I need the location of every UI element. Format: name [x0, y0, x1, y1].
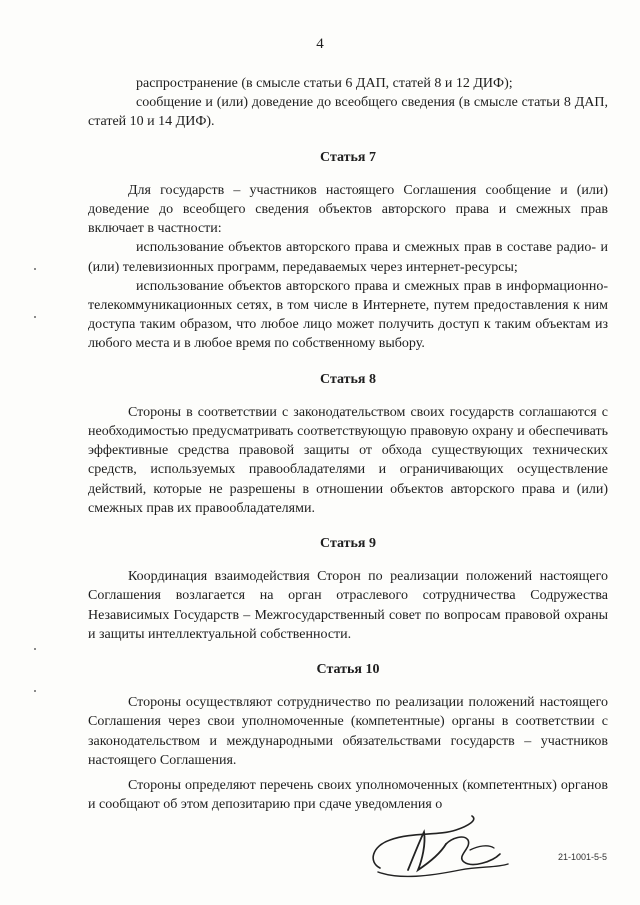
- page-number: 4: [316, 36, 324, 52]
- intro-line: распространение (в смысле статьи 6 ДАП, статей 8 и 12 ДИФ);: [136, 76, 513, 91]
- article-heading: Статья 9: [320, 536, 376, 552]
- handwritten-signature: [360, 810, 520, 886]
- article-paragraph: использование объектов авторского права и смежных прав в информационно-телекоммуникационных сетях, в том числе в Интернете, путем предоставления к ним доступа таким образом, что любое лицо может получить доступ к таким объектам из любого места и в любое время по собственному выбору.: [88, 278, 608, 352]
- article-heading: Статья 10: [316, 662, 380, 678]
- margin-mark: [34, 268, 36, 270]
- article-paragraph: использование объектов авторского права и смежных прав в составе радио- и (или) телевизионных программ, передаваемых через интернет-ресурсы;: [88, 240, 608, 275]
- document-code: 21-1001-5-5: [558, 852, 608, 862]
- article-paragraph: Стороны осуществляют сотрудничество по реализации положений настоящего Соглашения через свои уполномоченные (компетентные) органы в соответствии с законодательством и международными обязательствами государств – участников настоящего Соглашения.: [88, 695, 608, 768]
- margin-mark: [34, 316, 36, 318]
- article-paragraph: Координация взаимодействия Сторон по реализации положений настоящего Соглашения возлагается на орган отраслевого сотрудничества Содружества Независимых Государств – Межгосударственный совет по вопросам правовой охраны и защиты интеллектуальной собственности.: [88, 569, 608, 642]
- margin-mark: [34, 648, 36, 650]
- article-paragraph: Для государств – участников настоящего Соглашения сообщение и (или) доведение до всеобщего сведения объектов авторского права и смежных прав включает в частности:: [88, 182, 608, 237]
- article-paragraph: Стороны в соответствии с законодательством своих государств соглашаются с необходимостью предусматривать соответствующую правовую охрану и обеспечивать эффективные средства правовой защиты от обхода существующих технических средств, используемых правообладателями и ограничивающих осуществление действий, которые не разрешены в отношении объектов авторского права и (или) смежных прав их правообладателями.: [88, 404, 608, 516]
- article-paragraph: Стороны определяют перечень своих уполномоченных (компетентных) органов и сообщают об этом депозитарию при сдаче уведомления о: [88, 778, 608, 813]
- article-heading: Статья 7: [320, 149, 376, 165]
- document-body: [88, 74, 608, 815]
- article-heading: Статья 8: [320, 371, 376, 387]
- intro-line: сообщение и (или) доведение до всеобщего сведения (в смысле статьи 8 ДАП, статей 10 и 14 ДИФ).: [88, 95, 608, 130]
- margin-mark: [34, 690, 36, 692]
